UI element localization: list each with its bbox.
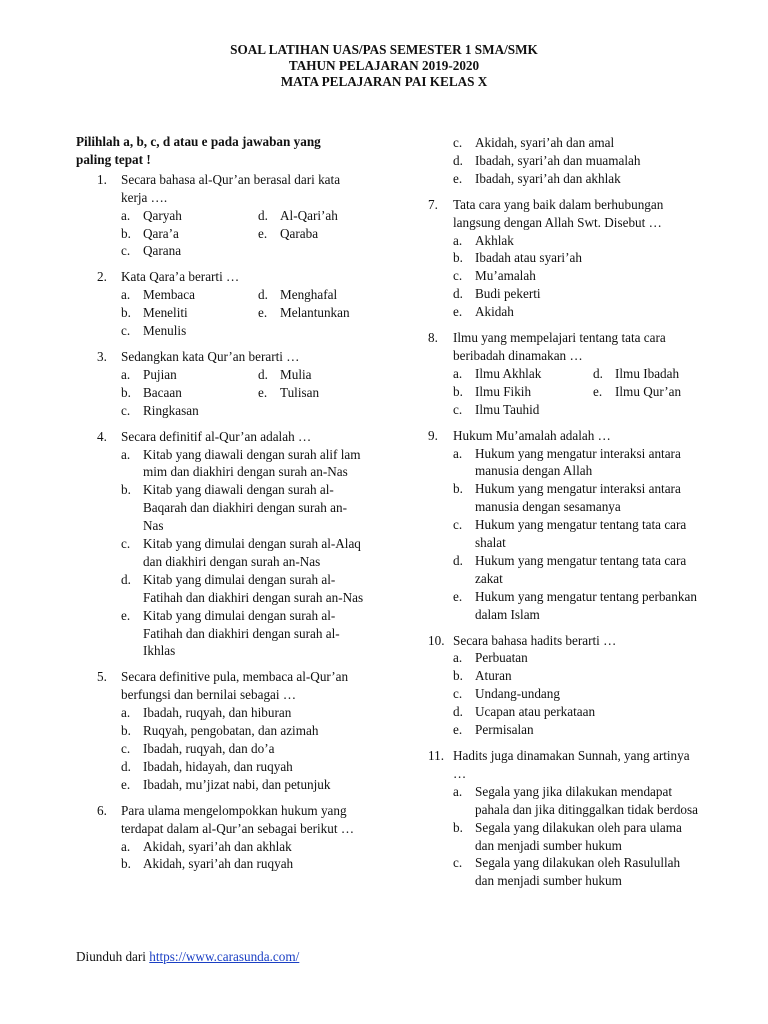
source-link[interactable]: https://www.carasunda.com/ [149, 949, 300, 964]
question-number: 5. [97, 669, 107, 685]
header-year: TAHUN PELAJARAN 2019-2020 [288, 58, 480, 73]
option-b: Bacaan [143, 384, 182, 400]
option-b: Segala yang dilakukan oleh para ulama dan menjadi sumber hukum [475, 819, 682, 853]
question-6 [76, 802, 366, 874]
option-e: Ilmu Qur’an [615, 383, 682, 399]
option-letter: c. [121, 402, 131, 418]
option-letter: b. [121, 482, 131, 498]
option-letter: d. [258, 207, 268, 223]
question-5 [76, 668, 366, 793]
option-d: Ibadah, hidayah, dan ruqyah [143, 758, 293, 774]
option-d: Al-Qari’ah [280, 207, 338, 223]
option-c: Ibadah, ruqyah, dan do’a [143, 741, 275, 756]
right-column [428, 134, 698, 898]
option-e: Permisalan [475, 722, 534, 738]
option-letter: e. [121, 776, 131, 792]
footer [76, 948, 299, 966]
option-e: Tulisan [280, 384, 320, 400]
option-d: Ibadah, syari’ah dan muamalah [475, 152, 641, 168]
option-a: Segala yang jika dilakukan mendapat pahala dan jika ditinggalkan tidak berdosa [475, 783, 699, 817]
question-8 [428, 329, 698, 419]
option-e: Melantunkan [280, 305, 350, 321]
option-a: Ilmu Akhlak [475, 365, 542, 381]
option-letter: a. [121, 705, 131, 721]
option-letter: a. [121, 838, 131, 854]
question-7 [428, 196, 698, 321]
option-letter: a. [453, 365, 463, 381]
option-a: Kitab yang diawali dengan surah alif lam mim dan diakhiri dengan surah an-Nas [143, 446, 361, 480]
option-letter: a. [453, 783, 463, 799]
question-2 [76, 268, 366, 340]
option-letter: e. [258, 305, 268, 321]
option-letter: d. [453, 286, 463, 302]
option-letter: a. [121, 287, 131, 303]
question-1 [76, 171, 366, 261]
option-letter: e. [453, 588, 463, 604]
option-d: Ilmu Ibadah [615, 365, 680, 381]
option-c: Segala yang dilakukan oleh Rasulullah dan menjadi sumber hukum [475, 855, 681, 889]
option-d: Ucapan atau perkataan [475, 704, 596, 720]
option-b: Hukum yang mengatur interaksi antara manusia dengan sesamanya [475, 481, 681, 515]
option-letter: b. [121, 723, 131, 739]
option-c: Akidah, syari’ah dan amal [475, 135, 615, 150]
option-letter: a. [453, 445, 463, 461]
question-text: Secara bahasa al-Qur’an berasal dari kata kerja …. [121, 171, 341, 205]
option-letter: d. [121, 758, 131, 774]
option-letter: d. [121, 571, 131, 587]
option-e: Hukum yang mengatur tentang perbankan dalam Islam [475, 588, 697, 622]
question-6-continued [428, 134, 698, 188]
option-c: Undang-undang [475, 686, 560, 702]
option-letter: e. [258, 225, 268, 241]
option-d: Menghafal [280, 287, 338, 303]
option-e: Ibadah, mu’jizat nabi, dan petunjuk [143, 776, 331, 792]
option-a: Akidah, syari’ah dan akhlak [143, 838, 292, 854]
option-letter: d. [453, 704, 463, 720]
option-e: Kitab yang dimulai dengan surah al-Fatihah dan diakhiri dengan surah al-Ikhlas [143, 607, 340, 659]
option-letter: e. [258, 384, 268, 400]
header-subject: MATA PELAJARAN PAI KELAS X [280, 74, 488, 89]
question-4 [76, 428, 366, 661]
option-letter: d. [453, 152, 463, 168]
option-letter: c. [121, 323, 131, 339]
option-letter: c. [453, 401, 463, 417]
option-letter: d. [258, 287, 268, 303]
option-letter: c. [453, 517, 463, 533]
option-c: Ringkasan [143, 402, 199, 418]
option-d: Hukum yang mengatur tentang tata cara zakat [475, 552, 687, 586]
question-text: Tata cara yang baik dalam berhubungan langsung dengan Allah Swt. Disebut … [453, 196, 664, 230]
question-9 [428, 427, 698, 624]
question-text: Sedangkan kata Qur’an berarti … [121, 348, 300, 364]
option-a: Akhlak [475, 232, 514, 248]
question-text: Para ulama mengelompokkan hukum yang terdapat dalam al-Qur’an sebagai berikut … [121, 802, 355, 836]
question-number: 3. [97, 348, 107, 364]
option-letter: b. [121, 856, 131, 872]
option-b: Aturan [475, 668, 512, 684]
question-10 [428, 632, 698, 739]
question-text: Hukum Mu’amalah adalah … [453, 427, 611, 443]
option-letter: e. [453, 304, 463, 320]
option-letter: c. [453, 686, 463, 702]
option-c: Hukum yang mengatur tentang tata cara shalat [475, 517, 687, 551]
option-e: Ibadah, syari’ah dan akhlak [475, 170, 621, 186]
option-a: Pujian [143, 366, 177, 382]
option-letter: c. [453, 855, 463, 871]
option-letter: c. [121, 536, 131, 552]
option-letter: a. [121, 366, 131, 382]
question-number: 11. [428, 748, 444, 763]
question-text: Ilmu yang mempelajari tentang tata cara beribadah dinamakan … [453, 330, 666, 363]
option-c: Ilmu Tauhid [475, 401, 540, 417]
option-b: Meneliti [143, 305, 188, 321]
option-letter: b. [453, 819, 463, 835]
option-letter: b. [121, 384, 131, 400]
question-number: 10. [428, 632, 445, 648]
option-letter: e. [453, 170, 463, 186]
question-11 [428, 747, 698, 890]
option-b: Ruqyah, pengobatan, dan azimah [143, 723, 319, 739]
option-a: Membaca [143, 287, 195, 303]
option-letter: c. [121, 243, 131, 259]
option-letter: d. [593, 365, 603, 381]
question-text: Kata Qara’a berarti … [121, 269, 240, 285]
question-text: Secara bahasa hadits berarti … [453, 632, 617, 648]
option-letter: a. [121, 207, 131, 223]
option-e: Qaraba [280, 225, 319, 241]
option-e: Akidah [475, 304, 514, 320]
option-letter: a. [453, 650, 463, 666]
option-letter: e. [593, 383, 603, 399]
question-3 [76, 348, 366, 420]
option-c: Mu’amalah [475, 268, 536, 284]
question-number: 8. [428, 330, 438, 346]
option-letter: a. [453, 232, 463, 248]
header-title: SOAL LATIHAN UAS/PAS SEMESTER 1 SMA/SMK [230, 42, 538, 57]
option-letter: b. [121, 225, 131, 241]
instruction: Pilihlah a, b, c, d atau e pada jawaban yang paling tepat ! [76, 134, 321, 167]
option-b: Akidah, syari’ah dan ruqyah [143, 856, 294, 872]
option-letter: b. [453, 383, 463, 399]
option-letter: c. [453, 268, 463, 284]
option-a: Perbuatan [475, 650, 528, 666]
option-letter: b. [453, 250, 463, 266]
option-a: Ibadah, ruqyah, dan hiburan [143, 705, 292, 721]
option-letter: b. [121, 305, 131, 321]
question-number: 1. [97, 171, 107, 187]
option-b: Ibadah atau syari’ah [475, 250, 582, 266]
option-b: Ilmu Fikih [475, 383, 532, 399]
option-a: Hukum yang mengatur interaksi antara manusia dengan Allah [475, 445, 681, 479]
question-number: 9. [428, 427, 438, 443]
option-a: Qaryah [143, 207, 182, 223]
option-letter: b. [453, 668, 463, 684]
option-letter: a. [121, 446, 131, 462]
option-letter: c. [121, 741, 131, 756]
footer-prefix: Diunduh dari [76, 949, 150, 964]
document-header [0, 42, 768, 90]
option-d: Budi pekerti [475, 286, 541, 302]
question-number: 6. [97, 802, 107, 818]
option-letter: b. [453, 481, 463, 497]
option-c: Qarana [143, 243, 182, 259]
option-letter: e. [121, 607, 131, 623]
question-text: Hadits juga dinamakan Sunnah, yang artinya … [453, 748, 690, 781]
option-d: Mulia [280, 366, 312, 382]
option-d: Kitab yang dimulai dengan surah al-Fatihah dan diakhiri dengan surah an-Nas [143, 571, 364, 605]
option-letter: e. [453, 722, 463, 738]
option-b: Kitab yang diawali dengan surah al-Baqarah dan diakhiri dengan surah an-Nas [143, 482, 347, 534]
option-letter: d. [453, 552, 463, 568]
option-c: Menulis [143, 323, 187, 339]
question-number: 2. [97, 269, 107, 285]
question-text: Secara definitif al-Qur’an adalah … [121, 428, 312, 444]
left-column [76, 133, 366, 881]
option-letter: d. [258, 366, 268, 382]
question-number: 4. [97, 428, 107, 444]
question-text: Secara definitive pula, membaca al-Qur’an berfungsi dan bernilai sebagai … [121, 669, 349, 703]
option-letter: c. [453, 135, 463, 150]
option-c: Kitab yang dimulai dengan surah al-Alaq dan diakhiri dengan surah an-Nas [143, 536, 361, 569]
option-b: Qara’a [143, 225, 179, 241]
question-number: 7. [428, 196, 438, 212]
